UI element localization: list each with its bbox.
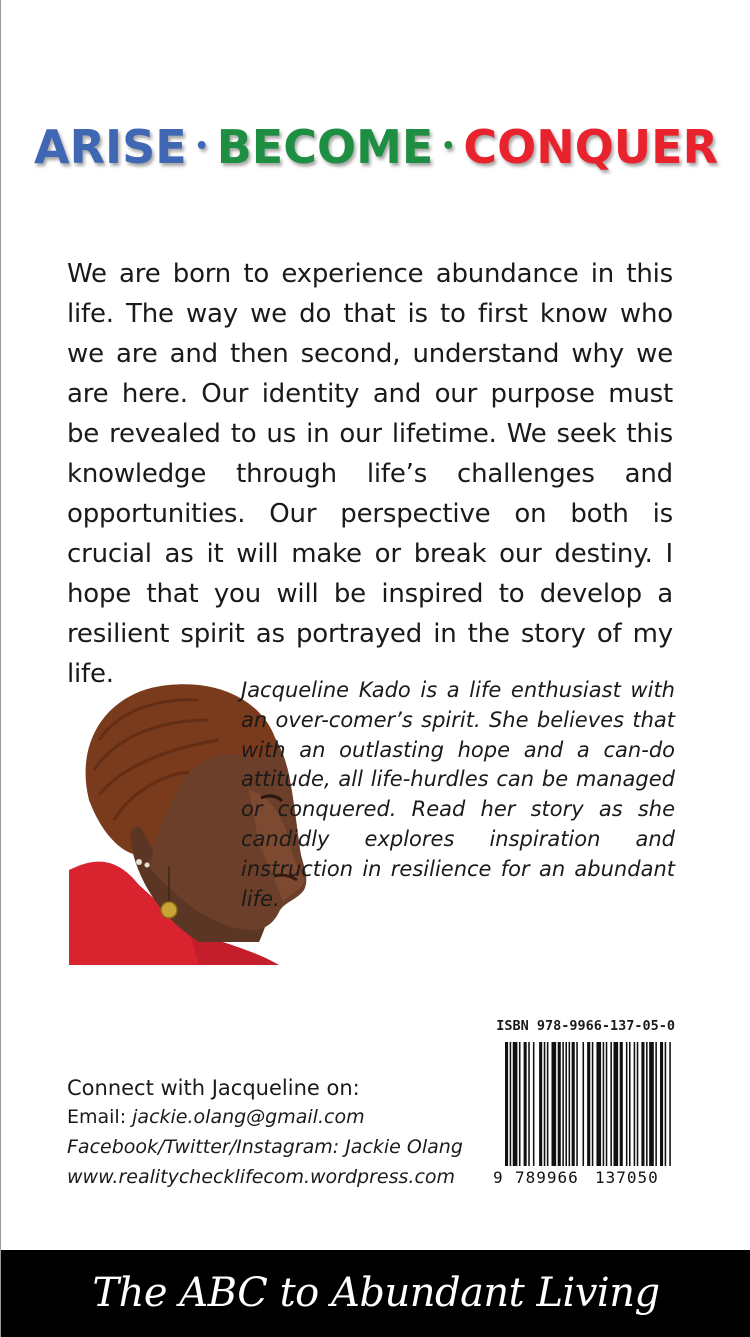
isbn-barcode xyxy=(491,1040,677,1186)
footer-banner xyxy=(1,1250,750,1337)
contact-social-line: Facebook/Twitter/Instagram: Jackie Olang xyxy=(67,1136,463,1158)
isbn-label: ISBN 978-9966-137-05-0 xyxy=(496,1018,675,1034)
email-label: Email: xyxy=(67,1106,133,1128)
author-bio-text: Jacqueline Kado is a life enthusiast with an over-comer’s spirit. She believes that with an outlasting hope and a can-do attitude, all life-hurdles can be managed or conquered. Read her story as she candidly explores inspiration and instruction in resilience for an abundant life. xyxy=(241,678,675,911)
isbn-digits-right: 137050 xyxy=(595,1168,659,1186)
headline-separator: • xyxy=(194,134,209,159)
contact-email-line xyxy=(67,1102,497,1132)
isbn-digit-first: 9 xyxy=(493,1168,503,1186)
headline-word-conquer: CONQUER xyxy=(463,120,719,174)
isbn-digits-left: 789966 xyxy=(515,1168,579,1186)
author-bio xyxy=(241,676,675,972)
contact-heading: Connect with Jacqueline on: xyxy=(67,1076,360,1100)
email-address[interactable]: jackie.olang@gmail.com xyxy=(132,1106,365,1128)
headline-word-arise: ARISE xyxy=(33,120,187,174)
headline-separator: • xyxy=(441,134,456,159)
headline xyxy=(1,120,750,174)
blurb-paragraph: We are born to experience abundance in this life. The way we do that is to first know who we are and then second, understand why we are here. Our identity and our purpose must be revealed to us in our lifetime. We seek this knowledge through life’s challenges and opportunities. Our perspective on both is crucial as it will make or break our destiny. I hope that you will be inspired to develop a resilient spirit as portrayed in the story of my life. xyxy=(67,259,673,689)
footer-book-title: The ABC to Abundant Living xyxy=(92,1270,660,1316)
contact-block xyxy=(67,1074,497,1192)
headline-word-become: BECOME xyxy=(216,120,434,174)
contact-website[interactable]: www.realitychecklifecom.wordpress.com xyxy=(67,1166,456,1188)
